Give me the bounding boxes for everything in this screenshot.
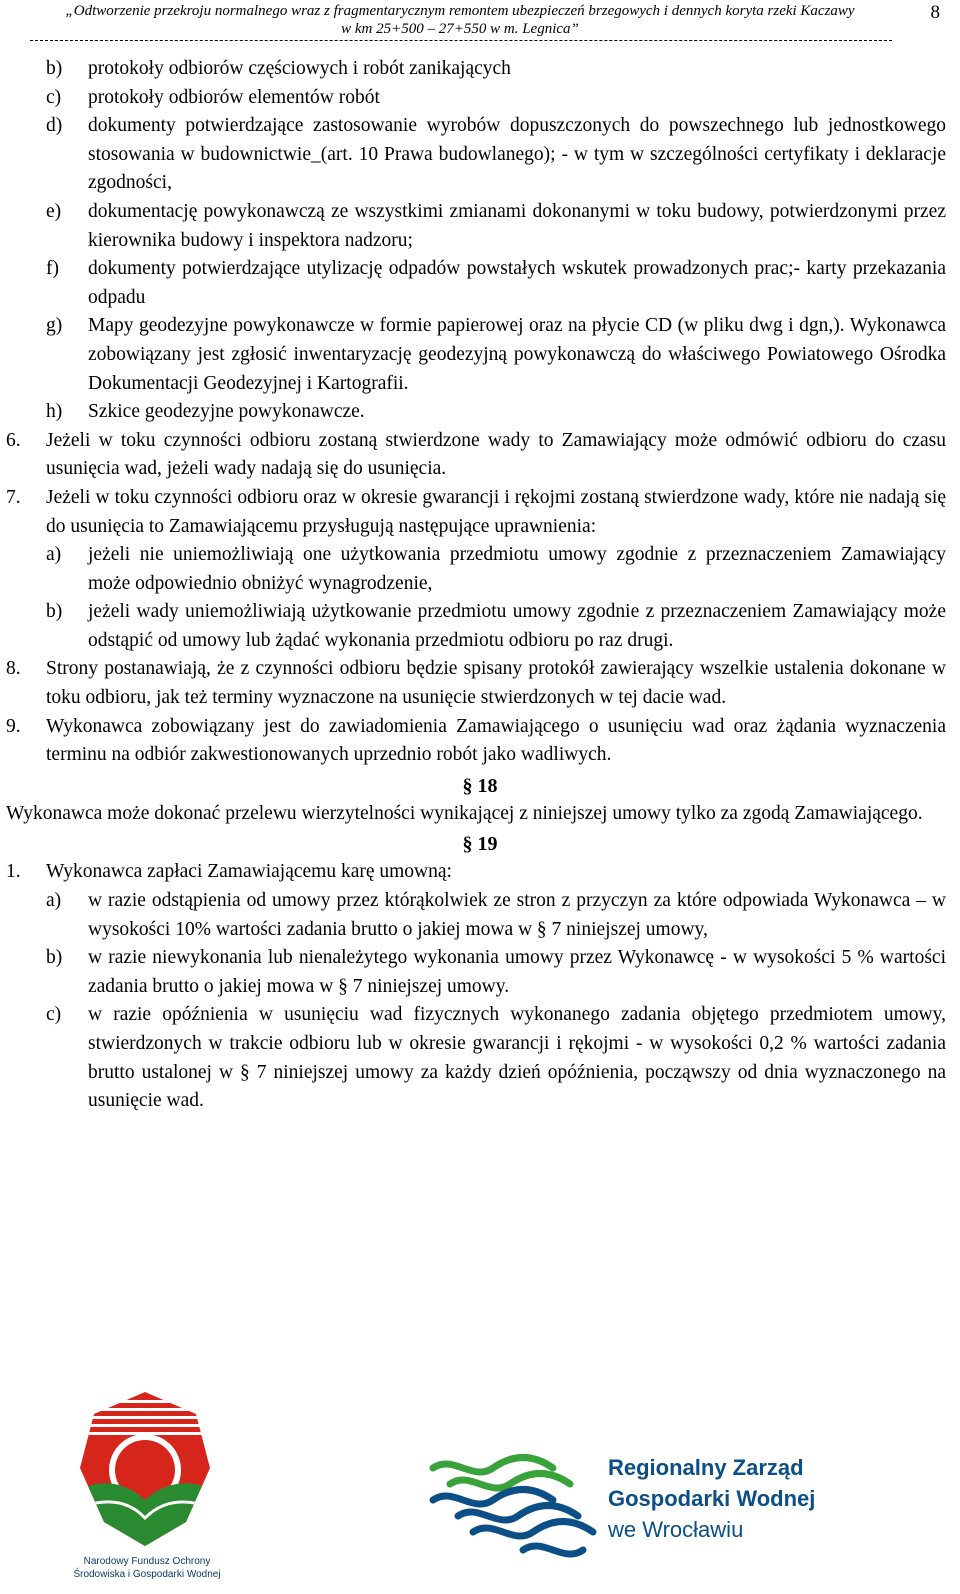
point-text: Wykonawca zapłaci Zamawiającemu karę umowną: (46, 861, 452, 883)
rzgw-wordmark (608, 1452, 815, 1545)
numbered-point (0, 858, 960, 887)
item-label: c) (46, 1004, 62, 1026)
point-number: 1. (6, 861, 21, 883)
item-label: f) (46, 258, 59, 280)
rzgw-line3: we Wrocławiu (608, 1517, 744, 1542)
point-text: Jeżeli w toku czynności odbioru oraz w okresie gwarancji i rękojmi zostaną stwierdzone wady, które nie nadają się do usunięcia to Zamawiającemu przysługują następujące uprawnienia: (46, 486, 946, 537)
header-divider (30, 40, 892, 41)
item-text: dokumenty potwierdzające utylizację odpadów powstałych wskutek prowadzonych prac;- karty przekazania odpadu (88, 258, 946, 308)
item-text: dokumenty potwierdzające zastosowanie wyrobów dopuszczonych do powszechnego lub jednostkowego stosowania w budownictwie_(art. 10 Prawa budowlanego); - w tym w szczególności certyfikaty i deklaracje zgodności, (88, 115, 946, 194)
point-number: 8. (6, 658, 21, 680)
item-label: b) (46, 947, 63, 969)
rzgw-line1: Regionalny Zarząd (608, 1455, 804, 1480)
item-label: e) (46, 200, 62, 222)
item-label: c) (46, 86, 62, 108)
page-number: 8 (930, 2, 940, 23)
list-item (0, 887, 960, 944)
item-text: Szkice geodezyjne powykonawcze. (88, 401, 365, 423)
numbered-point (0, 427, 960, 484)
point-number: 9. (6, 715, 21, 737)
list-item (0, 312, 960, 398)
point-number: 7. (6, 486, 21, 508)
item-label: g) (46, 315, 63, 337)
item-text: protokoły odbiorów elementów robót (88, 86, 380, 108)
list-item (0, 55, 960, 84)
item-text: w razie niewykonania lub nienależytego wykonania umowy przez Wykonawcę - w wysokości 5 % wartości zadania brutto o jakiej mowa w § 7 niniejszej umowy. (88, 947, 946, 997)
item-label: a) (46, 890, 62, 912)
rzgw-logo (428, 1450, 603, 1565)
footer-logos (0, 1385, 960, 1594)
rzgw-line2: Gospodarki Wodnej (608, 1486, 816, 1511)
point-text: Jeżeli w toku czynności odbioru zostaną stwierdzone wady to Zamawiający może odmówić odbioru do czasu usunięcia wad, jeżeli wady nadają się do usunięcia. (46, 429, 946, 480)
nfosigw-caption (72, 1555, 222, 1581)
nfosigw-caption-line2: Środowiska i Gospodarki Wodnej (73, 1569, 221, 1580)
list-item (0, 255, 960, 312)
list-item (0, 112, 960, 198)
list-item (0, 84, 960, 113)
point-number: 6. (6, 429, 21, 451)
item-text: protokoły odbiorów częściowych i robót zanikających (88, 58, 511, 79)
document-body (0, 55, 960, 1116)
list-item (0, 944, 960, 1001)
nfosigw-caption-line1: Narodowy Fundusz Ochrony (83, 1556, 211, 1567)
item-text: jeżeli wady uniemożliwiają użytkowanie przedmiotu umowy zgodnie z przeznaczeniem Zamawiający może odstąpić od umowy lub żądać wykonania przedmiotu odbioru po raz drugi. (88, 601, 946, 651)
item-label: d) (46, 115, 63, 137)
numbered-point (0, 655, 960, 712)
item-text: dokumentację powykonawczą ze wszystkimi zmianami dokonanymi w toku budowy, potwierdzonymi przez kierownika budowy i inspektora nadzoru; (88, 200, 946, 251)
list-item (0, 198, 960, 255)
list-item (0, 398, 960, 427)
item-label: h) (46, 401, 63, 423)
list-item (0, 598, 960, 655)
header-title-line2: w km 25+500 – 27+550 w m. Legnica” (341, 21, 579, 37)
point-text: Wykonawca zobowiązany jest do zawiadomienia Zamawiającego o usunięciu wad oraz żądania wyznaczenia terminu na odbiór zakwestionowanych uprzednio robót jako wadliwych. (46, 715, 946, 766)
item-label: b) (46, 601, 63, 623)
nfosigw-logo (78, 1390, 212, 1550)
list-item (0, 541, 960, 598)
item-label: b) (46, 58, 63, 79)
item-label: a) (46, 544, 62, 566)
page-header (0, 0, 960, 50)
item-text: w razie opóźnienia w usunięciu wad fizycznych wykonanego zadania objętego przedmiotem umowy, stwierdzonych w trakcie odbioru lub w okresie gwarancji i rękojmi - w wysokości 0,2 % wartości zadania brutto ustalonej w § 7 niniejszej umowy za każdy dzień opóźnienia, począwszy od dnia wyznaczonego na usunięcie wad. (88, 1004, 946, 1112)
item-text: w razie odstąpienia od umowy przez którąkolwiek ze stron z przyczyn za które odpowiada Wykonawca – w wysokości 10% wartości zadania brutto o jakiej mowa w § 7 niniejszej umowy, (88, 890, 946, 940)
list-item (0, 1001, 960, 1115)
point-text: Strony postanawiają, że z czynności odbioru będzie spisany protokół zawierający wszelkie ustalenia dokonane w toku odbioru, jak też terminy wyznaczone na usunięcie stwierdzonych w tej dacie wad. (46, 658, 946, 709)
item-text: Mapy geodezyjne powykonawcze w formie papierowej oraz na płycie CD (w pliku dwg i dgn,). Wykonawca zobowiązany jest zgłosić inwentaryzację geodezyjną powykonawczą do właściwego Powiatowego Ośrodka Dokumentacji Geodezyjnej i Kartografii. (88, 315, 946, 394)
numbered-point (0, 484, 960, 541)
section-heading-18: § 18 (462, 774, 498, 797)
section-18-text: Wykonawca może dokonać przelewu wierzytelności wynikającej z niniejszej umowy tylko za zgodą Zamawiającego. (6, 802, 923, 824)
header-title-line1: „Odtworzenie przekroju normalnego wraz z fragmentarycznym remontem ubezpieczeń brzegowych i dennych koryta rzeki Kaczawy (65, 3, 855, 19)
section-heading-19: § 19 (462, 833, 498, 856)
numbered-point (0, 713, 960, 770)
item-text: jeżeli nie uniemożliwiają one użytkowania przedmiotu umowy zgodnie z przeznaczeniem Zamawiający może odpowiednio obniżyć wynagrodzenie, (88, 544, 946, 594)
